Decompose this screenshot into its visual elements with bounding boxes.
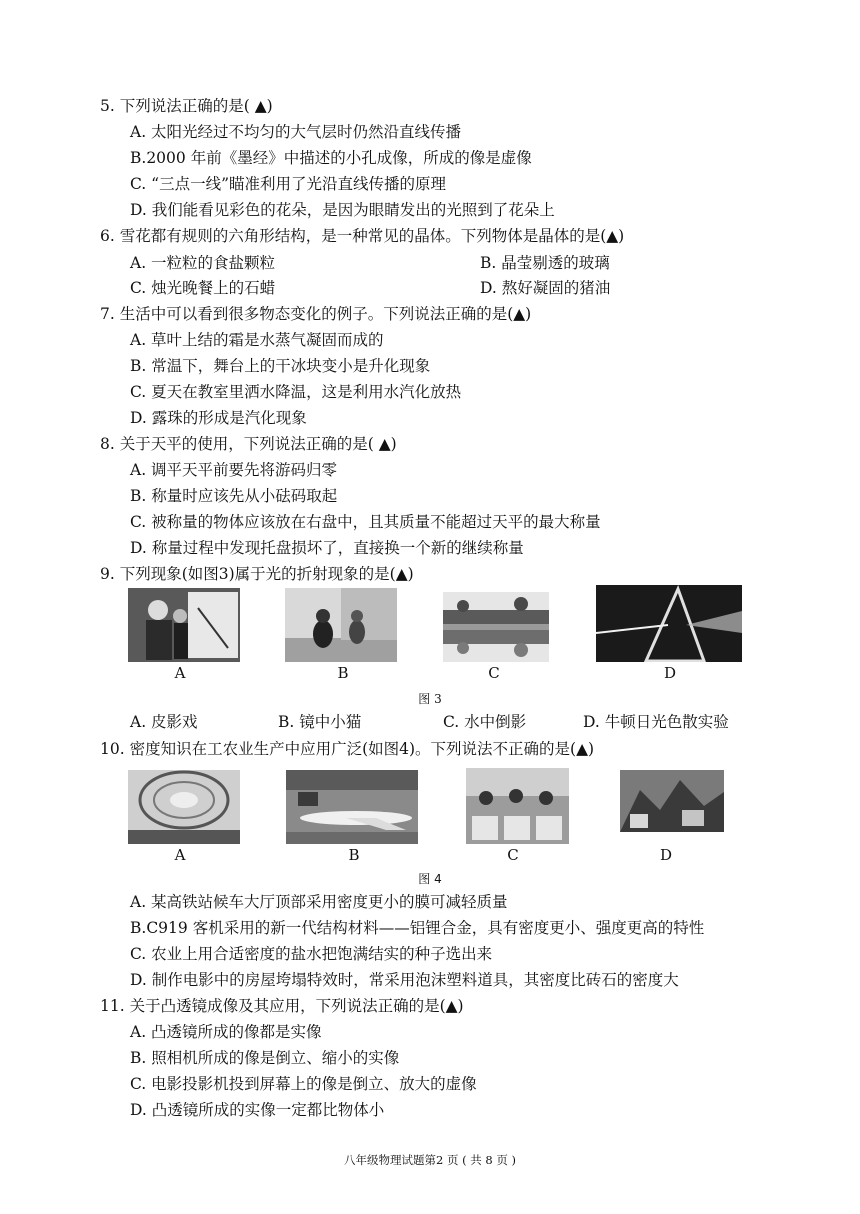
q6-option-c: C. 烛光晚餐上的石蜡 (130, 279, 276, 297)
q8-option-d: D. 称量过程中发现托盘损坏了，直接换一个新的继续称量 (130, 539, 524, 557)
q10-option-d: D. 制作电影中的房屋垮塌特效时，常采用泡沫塑料道具，其密度比砖石的密度大 (130, 971, 679, 989)
q11-option-c: C. 电影投影机投到屏幕上的像是倒立、放大的虚像 (130, 1075, 477, 1093)
q11-stem: 11. 关于凸透镜成像及其应用，下列说法正确的是(▲) (100, 997, 464, 1015)
q6-option-a: A. 一粒粒的食盐颗粒 (130, 254, 276, 272)
photo-house-collapse (620, 770, 724, 832)
q9-stem: 9. 下列现象(如图3)属于光的折射现象的是(▲) (100, 565, 414, 583)
photo-c919-aircraft (286, 770, 418, 844)
photo-prism-dispersion (596, 585, 742, 662)
q5-option-c: C. “三点一线”瞄准利用了光沿直线传播的原理 (130, 175, 447, 193)
q10-stem: 10. 密度知识在工农业生产中应用广泛(如图4)。下列说法不正确的是(▲) (100, 740, 595, 758)
q8-option-c: C. 被称量的物体应该放在右盘中，且其质量不能超过天平的最大称量 (130, 513, 601, 531)
q5-option-b: B.2000 年前《墨经》中描述的小孔成像，所成的像是虚像 (130, 149, 532, 167)
q7-option-a: A. 草叶上结的霜是水蒸气凝固而成的 (130, 331, 384, 349)
q5-stem: 5. 下列说法正确的是( ▲) (100, 97, 273, 115)
q11-option-b: B. 照相机所成的像是倒立、缩小的实像 (130, 1049, 400, 1067)
q7-option-d: D. 露珠的形成是汽化现象 (130, 409, 307, 427)
q9-option-b: B. 镜中小猫 (278, 713, 362, 731)
q11-option-a: A. 凸透镜所成的像都是实像 (130, 1023, 322, 1041)
photo-water-reflection (443, 592, 549, 662)
q10-option-a: A. 某高铁站候车大厅顶部采用密度更小的膜可减轻质量 (130, 893, 508, 911)
q7-option-c: C. 夏天在教室里洒水降温，这是利用水汽化放热 (130, 383, 462, 401)
fig3-label-b: B (337, 664, 349, 682)
fig3-label-a: A (174, 664, 186, 682)
q8-option-a: A. 调平天平前要先将游码归零 (130, 461, 338, 479)
fig4-label-d: D (659, 846, 673, 864)
photo-seed-selection (466, 768, 569, 844)
q6-option-d: D. 熬好凝固的猪油 (480, 279, 611, 297)
fig3-label-d: D (663, 664, 677, 682)
photo-cat-mirror (285, 588, 397, 662)
q8-stem: 8. 关于天平的使用，下列说法正确的是( ▲) (100, 435, 397, 453)
figure-4-caption: 图 4 (418, 872, 442, 886)
q6-option-b: B. 晶莹剔透的玻璃 (480, 254, 610, 272)
q10-option-b: B.C919 客机采用的新一代结构材料——铝锂合金，具有密度更小、强度更高的特性 (130, 919, 705, 937)
page-footer: 八年级物理试题第2 页 ( 共 8 页 ) (343, 1153, 517, 1167)
q8-option-b: B. 称量时应该先从小砝码取起 (130, 487, 338, 505)
fig3-label-c: C (488, 664, 500, 682)
q7-stem: 7. 生活中可以看到很多物态变化的例子。下列说法正确的是(▲) (100, 305, 532, 323)
q11-option-d: D. 凸透镜所成的实像一定都比物体小 (130, 1101, 385, 1119)
q9-option-d: D. 牛顿日光色散实验 (583, 713, 729, 731)
q6-stem: 6. 雪花都有规则的六角形结构，是一种常见的晶体。下列物体是晶体的是(▲) (100, 227, 625, 245)
q9-option-c: C. 水中倒影 (443, 713, 527, 731)
q5-option-d: D. 我们能看见彩色的花朵，是因为眼睛发出的光照到了花朵上 (130, 201, 555, 219)
fig4-label-a: A (174, 846, 186, 864)
q7-option-b: B. 常温下，舞台上的干冰块变小是升化现象 (130, 357, 431, 375)
photo-station-roof (128, 770, 240, 844)
fig4-label-b: B (348, 846, 360, 864)
photo-shadow-puppet (128, 588, 240, 662)
fig4-label-c: C (507, 846, 519, 864)
q9-option-a: A. 皮影戏 (130, 713, 198, 731)
figure-3-caption: 图 3 (418, 692, 442, 706)
q5-option-a: A. 太阳光经过不均匀的大气层时仍然沿直线传播 (130, 123, 462, 141)
q10-option-c: C. 农业上用合适密度的盐水把饱满结实的种子选出来 (130, 945, 493, 963)
